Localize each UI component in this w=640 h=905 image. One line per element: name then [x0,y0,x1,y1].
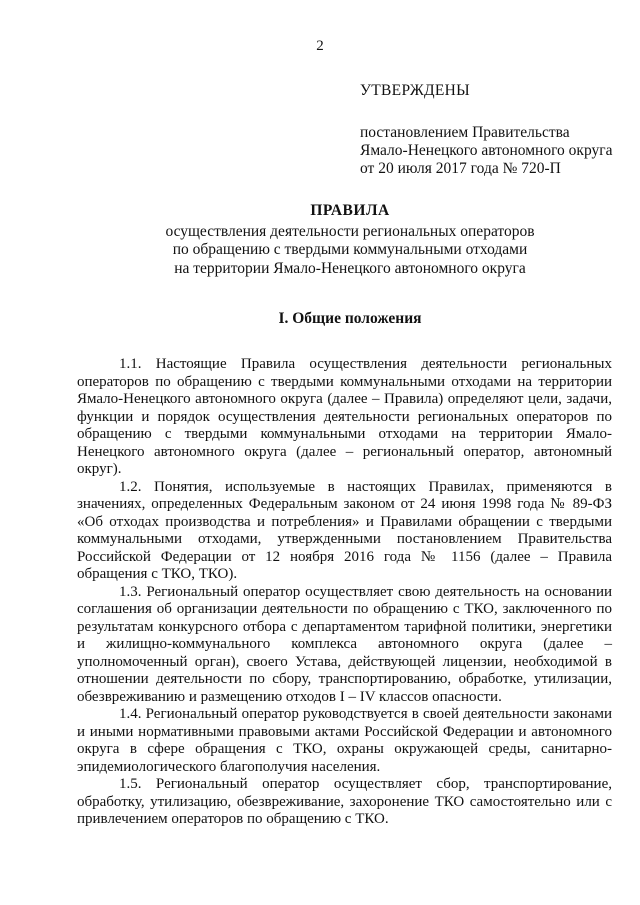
paragraph: 1.5. Региональный оператор осуществляет сбор, транспортирование, обработку, утилизацию, обезвреживание, захоронение ТКО самостоятельно или с привлечением операторов по обращению с ТКО. [77,776,612,827]
paragraph: 1.4. Региональный оператор руководствуется в своей деятельности законами и иными нормативными правовыми актами Российской Федерации и автономного округа в сфере обращения с ТКО, охраны окружающей среды, санитарно-эпидемиологического благополучия населения. [77,706,612,775]
document-title-block [0,202,640,278]
document-subtitle-line: осуществления деятельности региональных операторов [165,222,535,240]
section-title: I. Общие положения [278,310,422,327]
approval-heading: УТВЕРЖДЕНЫ [360,82,470,99]
approval-line: Ямало-Ненецкого автономного округа [360,142,613,159]
document-title: ПРАВИЛА [310,202,390,219]
page-number: 2 [316,38,324,54]
document-subtitle-line: на территории Ямало-Ненецкого автономного округа [174,259,526,277]
document-body [77,356,612,829]
approval-line: постановлением Правительства [360,124,570,141]
document-subtitle-line: по обращению с твердыми коммунальными отходами [172,241,528,258]
approval-line: от 20 июля 2017 года № 720-П [360,160,561,177]
paragraph: 1.1. Настоящие Правила осуществления деятельности региональных операторов по обращению с твердыми коммунальными отходами на территории Ямало-Ненецкого автономного округа (далее – Правила) определяют цели, задачи, функции и порядок осуществления деятельности региональных операторов по обращению с твердыми коммунальными отходами на территории Ямало-Ненецкого автономного округа (далее – региональный оператор, автономный округ). [77,356,612,477]
paragraph: 1.3. Региональный оператор осуществляет свою деятельность на основании соглашения об организации деятельности по обращению с ТКО, заключенного по результатам конкурсного отбора с департаментом тарифной политики, энергетики и жилищно-коммунального комплекса автономного округа (далее – уполномоченный орган), своего Устава, действующей лицензии, необходимой в отношении деятельности по сбору, транспортированию, обработке, утилизации, обезвреживанию и размещению отходов I – IV классов опасности. [77,583,612,705]
approval-block [360,82,620,178]
paragraph: 1.2. Понятия, используемые в настоящих Правилах, применяются в значениях, определенных Федеральным законом от 24 июня 1998 года № 89-ФЗ «Об отходах производства и потребления» и Правилами обращении с твердыми коммунальными отходами, утвержденными постановлением Правительства Российской Федерации от 12 ноября 2016 года № 1156 (далее – Правила обращения с ТКО, ТКО). [77,478,612,582]
